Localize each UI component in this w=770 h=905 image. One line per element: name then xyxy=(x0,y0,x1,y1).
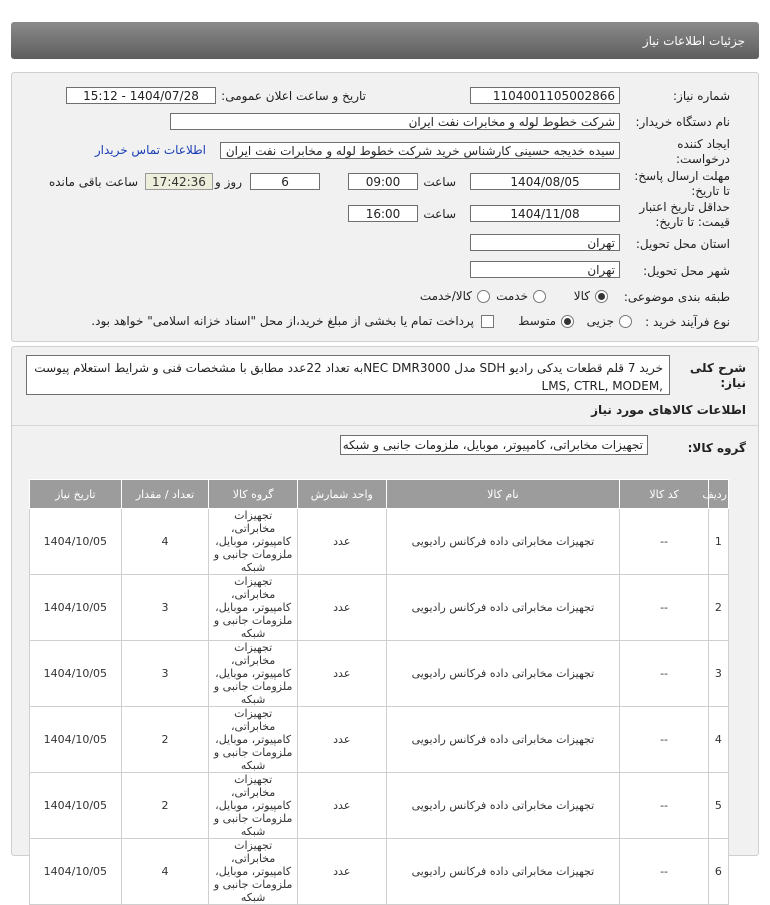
cell-group: تجهیزات مخابراتی، کامپیوتر، موبایل، ملزومات جانبی و شبکه xyxy=(209,575,298,641)
table-row xyxy=(30,773,729,839)
page-title: جزئیات اطلاعات نیاز xyxy=(642,33,745,48)
category-service-radio[interactable] xyxy=(533,290,546,303)
category-goods-radio[interactable] xyxy=(595,290,608,303)
validity-label-2: قیمت: تا تاریخ: xyxy=(655,215,730,229)
cell-row-number: 4 xyxy=(708,707,728,773)
cell-unit: عدد xyxy=(297,575,386,641)
treasury-checkbox[interactable] xyxy=(481,315,494,328)
summary-text: خرید 7 قلم قطعات یدکی رادیو SDH مدل NEC DMR3000به تعداد 22عدد مطابق با مشخصات فنی و شرایط استعلام پیوست ,LMS, CTRL, MODEM xyxy=(26,355,670,395)
header-unit: واحد شمارش xyxy=(297,480,386,509)
cell-item-name: تجهیزات مخابراتی داده فرکانس رادیویی xyxy=(386,707,620,773)
cell-row-number: 5 xyxy=(708,773,728,839)
goods-group-field: تجهیزات مخابراتی، کامپیوتر، موبایل، ملزومات جانبی و شبکه xyxy=(340,435,648,455)
reply-label-1: مهلت ارسال پاسخ: xyxy=(634,169,730,183)
process-minor-radio[interactable] xyxy=(619,315,632,328)
process-medium-label: متوسط xyxy=(518,314,556,328)
cell-quantity: 4 xyxy=(121,509,209,575)
cell-need-date: 1404/10/05 xyxy=(30,641,122,707)
cell-quantity: 3 xyxy=(121,641,209,707)
validity-time-field: 16:00 xyxy=(348,205,418,222)
province-label: استان محل تحویل: xyxy=(635,237,730,251)
remaining-label: ساعت باقی مانده xyxy=(48,175,138,189)
cell-group: تجهیزات مخابراتی، کامپیوتر، موبایل، ملزومات جانبی و شبکه xyxy=(209,641,298,707)
cell-item-name: تجهیزات مخابراتی داده فرکانس رادیویی xyxy=(386,509,620,575)
cell-need-date: 1404/10/05 xyxy=(30,773,122,839)
cell-need-date: 1404/10/05 xyxy=(30,707,122,773)
announce-field: 1404/07/28 - 15:12 xyxy=(66,87,216,104)
process-minor-label: جزیی xyxy=(586,314,614,328)
header-quantity: تعداد / مقدار xyxy=(121,480,209,509)
cell-unit: عدد xyxy=(297,773,386,839)
cell-unit: عدد xyxy=(297,509,386,575)
days-label: روز و xyxy=(215,175,242,189)
city-field: تهران xyxy=(470,261,620,278)
cell-item-code: -- xyxy=(620,641,709,707)
category-goods-service-radio[interactable] xyxy=(477,290,490,303)
buyer-org-field: شرکت خطوط لوله و مخابرات نفت ایران xyxy=(170,113,620,130)
cell-unit: عدد xyxy=(297,839,386,905)
announce-label: تاریخ و ساعت اعلان عمومی: xyxy=(221,89,366,103)
header-group: گروه کالا xyxy=(209,480,298,509)
category-label: طبقه بندی موضوعی: xyxy=(623,290,730,304)
buyer-org-label: نام دستگاه خریدار: xyxy=(635,115,730,129)
creator-label-1: ایجاد کننده xyxy=(677,137,730,151)
process-label: نوع فرآیند خرید : xyxy=(645,315,730,329)
cell-quantity: 2 xyxy=(121,773,209,839)
cell-row-number: 6 xyxy=(708,839,728,905)
reply-time-label: ساعت xyxy=(423,175,456,189)
validity-label-1: حداقل تاریخ اعتبار xyxy=(639,200,730,214)
cell-group: تجهیزات مخابراتی، کامپیوتر، موبایل، ملزومات جانبی و شبکه xyxy=(209,707,298,773)
need-number-label: شماره نیاز: xyxy=(673,89,730,103)
contact-buyer-link[interactable]: اطلاعات تماس خریدار xyxy=(94,143,206,157)
cell-quantity: 3 xyxy=(121,575,209,641)
cell-group: تجهیزات مخابراتی، کامپیوتر، موبایل، ملزومات جانبی و شبکه xyxy=(209,839,298,905)
goods-group-label: گروه کالا: xyxy=(687,441,746,455)
cell-quantity: 2 xyxy=(121,707,209,773)
cell-row-number: 3 xyxy=(708,641,728,707)
validity-date-field: 1404/11/08 xyxy=(470,205,620,222)
cell-quantity: 4 xyxy=(121,839,209,905)
goods-table xyxy=(29,479,729,905)
summary-label-1: شرح کلی xyxy=(689,361,746,375)
cell-need-date: 1404/10/05 xyxy=(30,509,122,575)
cell-item-name: تجهیزات مخابراتی داده فرکانس رادیویی xyxy=(386,641,620,707)
province-field: تهران xyxy=(470,234,620,251)
table-row xyxy=(30,575,729,641)
table-row xyxy=(30,707,729,773)
treasury-note: پرداخت تمام یا بخشی از مبلغ خرید،از محل "اسناد خزانه اسلامی" خواهد بود. xyxy=(91,314,474,328)
goods-section-title: اطلاعات کالاهای مورد نیاز xyxy=(591,403,746,417)
header-need-date: تاریخ نیاز xyxy=(30,480,122,509)
process-medium-radio[interactable] xyxy=(561,315,574,328)
days-field: 6 xyxy=(250,173,320,190)
table-header-row xyxy=(30,480,729,509)
category-service-label: خدمت xyxy=(496,289,528,303)
cell-item-name: تجهیزات مخابراتی داده فرکانس رادیویی xyxy=(386,575,620,641)
cell-item-code: -- xyxy=(620,575,709,641)
cell-item-code: -- xyxy=(620,707,709,773)
cell-item-code: -- xyxy=(620,509,709,575)
reply-label-2: تا تاریخ: xyxy=(691,184,730,198)
validity-time-label: ساعت xyxy=(423,207,456,221)
reply-date-field: 1404/08/05 xyxy=(470,173,620,190)
cell-need-date: 1404/10/05 xyxy=(30,575,122,641)
category-goods-service-label: کالا/خدمت xyxy=(419,289,472,303)
reply-time-field: 09:00 xyxy=(348,173,418,190)
creator-field: سیده خدیجه حسینی کارشناس خرید شرکت خطوط لوله و مخابرات نفت ایران xyxy=(220,142,620,159)
need-number-field: 1104001105002866 xyxy=(470,87,620,104)
cell-row-number: 1 xyxy=(708,509,728,575)
table-row xyxy=(30,641,729,707)
cell-unit: عدد xyxy=(297,707,386,773)
cell-item-code: -- xyxy=(620,839,709,905)
header-item-name: نام کالا xyxy=(386,480,620,509)
countdown-field: 17:42:36 xyxy=(145,173,213,190)
cell-item-name: تجهیزات مخابراتی داده فرکانس رادیویی xyxy=(386,839,620,905)
cell-item-name: تجهیزات مخابراتی داده فرکانس رادیویی xyxy=(386,773,620,839)
page-header xyxy=(11,22,759,59)
cell-unit: عدد xyxy=(297,641,386,707)
summary-label-2: نیاز: xyxy=(720,376,746,390)
cell-group: تجهیزات مخابراتی، کامپیوتر، موبایل، ملزومات جانبی و شبکه xyxy=(209,509,298,575)
cell-row-number: 2 xyxy=(708,575,728,641)
table-row xyxy=(30,509,729,575)
creator-label-2: درخواست: xyxy=(676,152,730,166)
header-item-code: کد کالا xyxy=(620,480,709,509)
header-row-number: ردیف xyxy=(708,480,728,509)
cell-group: تجهیزات مخابراتی، کامپیوتر، موبایل، ملزومات جانبی و شبکه xyxy=(209,773,298,839)
category-goods-label: کالا xyxy=(573,289,590,303)
need-info-panel xyxy=(11,72,759,342)
cell-item-code: -- xyxy=(620,773,709,839)
cell-need-date: 1404/10/05 xyxy=(30,839,122,905)
table-row xyxy=(30,839,729,905)
city-label: شهر محل تحویل: xyxy=(643,264,730,278)
